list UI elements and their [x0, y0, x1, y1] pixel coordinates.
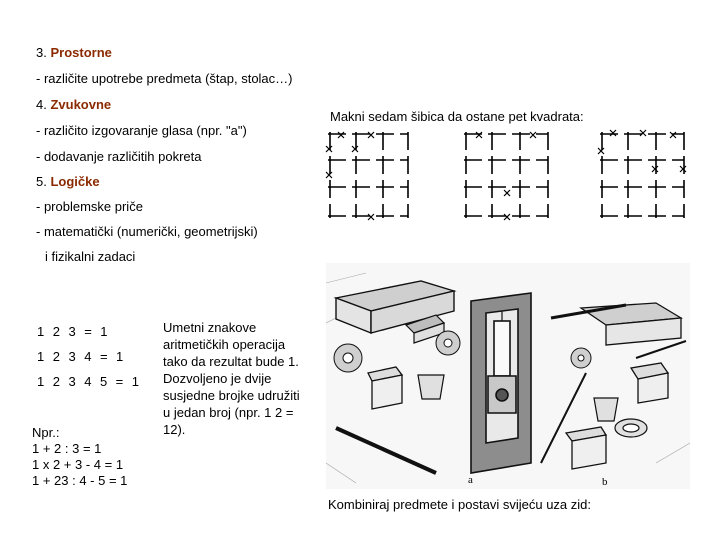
item-zvukovne-desc-1: - različito izgovaranje glasa (npr. "a"): [36, 123, 247, 138]
item-number: 3.: [36, 45, 47, 60]
equation-row-2: [37, 349, 132, 364]
equation-row-3: [37, 374, 148, 389]
eq-token: =: [115, 374, 124, 389]
eq-token: 5: [99, 374, 108, 389]
example-block: [32, 425, 127, 489]
item-logicke: [36, 174, 100, 190]
eq-token: 1: [37, 374, 45, 389]
example-line: 1 + 23 : 4 - 5 = 1: [32, 473, 128, 488]
eq-token: 4: [84, 349, 92, 364]
item-zvukovne: [36, 97, 111, 113]
eq-token: =: [84, 324, 93, 339]
eq-token: 2: [52, 324, 61, 339]
example-line: 1 x 2 + 3 - 4 = 1: [32, 457, 124, 472]
eq-token: 3: [68, 374, 77, 389]
eq-token: 1: [37, 324, 45, 339]
item-title: Logičke: [50, 174, 100, 189]
item-logicke-desc-2: - matematički (numerički, geometrijski): [36, 224, 258, 239]
photo-label-b: b: [602, 476, 608, 488]
eq-token: 4: [84, 374, 92, 389]
item-logicke-desc-1: - problemske priče: [36, 199, 143, 214]
instruction-text: Umetni znakove aritmetičkih operacija tako da rezultat bude 1. Dozvoljeno je dvije susjedne brojke udružiti u jedan broj (npr. 1 2 = 12).: [163, 320, 300, 437]
item-prostorne: [36, 45, 112, 61]
matchstick-grid-1: [326, 132, 408, 220]
matchstick-puzzle-figure: [320, 128, 695, 223]
eq-token: 1: [116, 349, 124, 364]
photo-caption: Kombiniraj predmete i postavi svijeću uza zid:: [328, 497, 592, 512]
photo-label-a: a: [468, 474, 473, 486]
matchstick-grid-3: [598, 130, 686, 218]
eq-token: 1: [100, 324, 109, 339]
item-number: 5.: [36, 174, 47, 189]
item-logicke-desc-3: i fizikalni zadaci: [45, 249, 136, 264]
item-zvukovne-desc-2: - dodavanje različitih pokreta: [36, 149, 202, 164]
candle-problem-illustration: [326, 263, 690, 489]
eq-token: 3: [68, 349, 77, 364]
eq-token: 2: [52, 374, 61, 389]
matches-caption: Makni sedam šibica da ostane pet kvadrata:: [330, 109, 584, 124]
example-label: Npr.:: [32, 425, 60, 440]
eq-token: 1: [37, 349, 45, 364]
eq-token: 3: [68, 324, 77, 339]
eq-token: 1: [131, 374, 140, 389]
item-prostorne-desc: - različite upotrebe predmeta (štap, stolac…): [36, 71, 293, 86]
equation-row-1: [37, 324, 116, 339]
example-line: 1 + 2 : 3 = 1: [32, 441, 102, 456]
item-number: 4.: [36, 97, 47, 112]
eq-token: 2: [52, 349, 61, 364]
eq-token: =: [99, 349, 109, 364]
item-title: Zvukovne: [50, 97, 112, 112]
matchstick-grid-2: [464, 132, 548, 220]
item-title: Prostorne: [50, 45, 112, 60]
